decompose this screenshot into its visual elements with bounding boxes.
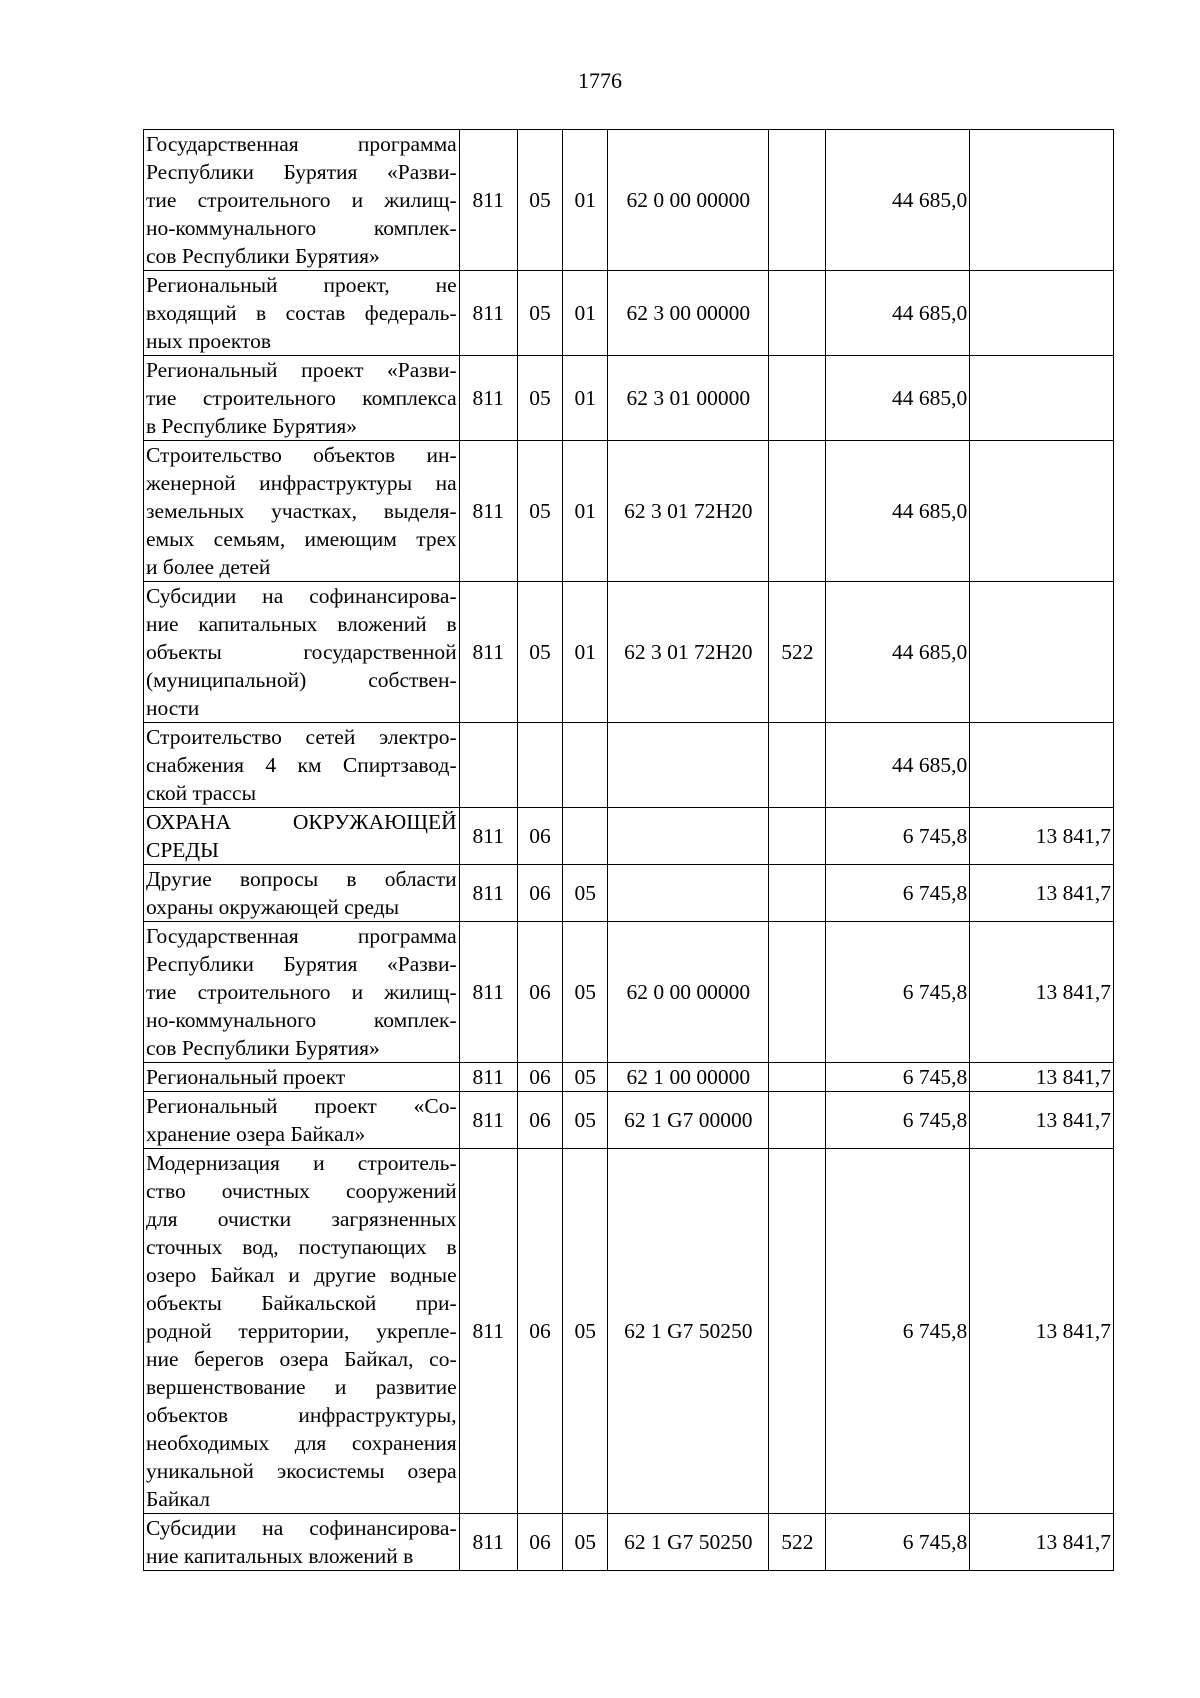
amount-year1-cell: 6 745,8	[826, 1514, 970, 1571]
grbs-cell: 811	[459, 922, 517, 1063]
subsection-cell: 05	[563, 865, 608, 922]
expense-type-cell	[769, 1092, 826, 1149]
expense-type-cell	[769, 1063, 826, 1092]
item-name-line: (муниципальной) собствен-	[146, 668, 457, 692]
table-row	[144, 271, 1114, 356]
amount-year2-cell: 13 841,7	[970, 922, 1114, 1063]
item-name-line: входящий в состав федераль-	[146, 301, 457, 325]
item-name-line: Модернизация и строитель-	[146, 1151, 457, 1175]
item-name-line: озеро Байкал и другие водные	[146, 1263, 457, 1287]
section-cell: 05	[517, 356, 562, 441]
item-name-line: родной территории, укрепле-	[146, 1319, 457, 1343]
amount-year2-cell	[970, 130, 1114, 271]
expense-type-cell	[769, 922, 826, 1063]
item-name-cell	[144, 922, 460, 1063]
grbs-cell: 811	[459, 271, 517, 356]
amount-year2-cell	[970, 441, 1114, 582]
item-name-line: Государственная программа	[146, 132, 457, 156]
amount-year1-cell: 6 745,8	[826, 808, 970, 865]
amount-year1-cell: 44 685,0	[826, 723, 970, 808]
section-cell: 06	[517, 1063, 562, 1092]
expense-type-cell	[769, 130, 826, 271]
expense-type-cell	[769, 808, 826, 865]
item-name-line: объекты Байкальской при-	[146, 1291, 457, 1315]
subsection-cell: 01	[563, 356, 608, 441]
item-name-line: объекты государственной	[146, 640, 457, 664]
amount-year2-cell	[970, 582, 1114, 723]
amount-year1-cell: 6 745,8	[826, 1092, 970, 1149]
target-article-cell	[608, 808, 769, 865]
page-number: 1776	[578, 68, 622, 93]
item-name-line: ние берегов озера Байкал, со-	[146, 1347, 457, 1371]
item-name-line: охраны окружающей среды	[146, 895, 400, 919]
target-article-cell: 62 1 G7 50250	[608, 1514, 769, 1571]
target-article-cell: 62 1 00 00000	[608, 1063, 769, 1092]
subsection-cell	[563, 808, 608, 865]
amount-year1-cell: 44 685,0	[826, 582, 970, 723]
section-cell: 05	[517, 441, 562, 582]
item-name-line: Другие вопросы в области	[146, 867, 457, 891]
section-cell: 06	[517, 865, 562, 922]
section-cell: 06	[517, 922, 562, 1063]
item-name-line: необходимых для сохранения	[146, 1431, 457, 1455]
table-row	[144, 441, 1114, 582]
target-article-cell: 62 3 01 72Н20	[608, 582, 769, 723]
item-name-line: тие строительного и жилищ-	[146, 980, 457, 1004]
expense-type-cell	[769, 441, 826, 582]
grbs-cell: 811	[459, 356, 517, 441]
subsection-cell: 01	[563, 130, 608, 271]
expense-type-cell	[769, 1149, 826, 1514]
subsection-cell: 05	[563, 922, 608, 1063]
item-name-line: ской трассы	[146, 781, 257, 805]
grbs-cell: 811	[459, 441, 517, 582]
section-cell: 06	[517, 1149, 562, 1514]
table-row	[144, 865, 1114, 922]
item-name-line: тие строительного и жилищ-	[146, 188, 457, 212]
item-name-line: Строительство объектов ин-	[146, 443, 457, 467]
item-name-cell	[144, 130, 460, 271]
amount-year2-cell: 13 841,7	[970, 1063, 1114, 1092]
subsection-cell: 05	[563, 1092, 608, 1149]
item-name-cell	[144, 1063, 460, 1092]
grbs-cell: 811	[459, 1149, 517, 1514]
amount-year2-cell: 13 841,7	[970, 865, 1114, 922]
grbs-cell: 811	[459, 1063, 517, 1092]
target-article-cell	[608, 723, 769, 808]
item-name-line: Региональный проект «Разви-	[146, 358, 457, 382]
amount-year2-cell: 13 841,7	[970, 808, 1114, 865]
item-name-line: уникальной экосистемы озера	[146, 1459, 457, 1483]
item-name-line: сов Республики Бурятия»	[146, 244, 380, 268]
target-article-cell: 62 1 G7 50250	[608, 1149, 769, 1514]
item-name-line: женерной инфраструктуры на	[146, 471, 457, 495]
target-article-cell: 62 3 00 00000	[608, 271, 769, 356]
subsection-cell: 01	[563, 441, 608, 582]
target-article-cell	[608, 865, 769, 922]
grbs-cell	[459, 723, 517, 808]
target-article-cell: 62 0 00 00000	[608, 922, 769, 1063]
amount-year1-cell: 6 745,8	[826, 865, 970, 922]
section-cell: 06	[517, 1514, 562, 1571]
amount-year2-cell	[970, 356, 1114, 441]
expense-type-cell	[769, 865, 826, 922]
amount-year2-cell: 13 841,7	[970, 1149, 1114, 1514]
item-name-cell	[144, 441, 460, 582]
amount-year1-cell: 44 685,0	[826, 441, 970, 582]
item-name-line: вершенствование и развитие	[146, 1375, 457, 1399]
item-name-line: сточных вод, поступающих в	[146, 1235, 457, 1259]
item-name-line: Республики Бурятия «Разви-	[146, 952, 457, 976]
grbs-cell: 811	[459, 582, 517, 723]
item-name-cell	[144, 271, 460, 356]
item-name-line: Байкал	[146, 1487, 210, 1511]
expense-type-cell	[769, 271, 826, 356]
section-cell: 05	[517, 271, 562, 356]
expense-type-cell: 522	[769, 1514, 826, 1571]
section-cell	[517, 723, 562, 808]
item-name-line: Республики Бурятия «Разви-	[146, 160, 457, 184]
item-name-line: Региональный проект «Со-	[146, 1094, 457, 1118]
amount-year1-cell: 6 745,8	[826, 1149, 970, 1514]
item-name-cell	[144, 582, 460, 723]
item-name-cell	[144, 723, 460, 808]
item-name-line: но-коммунального комплек-	[146, 1008, 457, 1032]
table-row	[144, 1514, 1114, 1571]
subsection-cell	[563, 723, 608, 808]
item-name-line: но-коммунального комплек-	[146, 216, 457, 240]
table-row	[144, 1092, 1114, 1149]
amount-year2-cell: 13 841,7	[970, 1092, 1114, 1149]
grbs-cell: 811	[459, 1092, 517, 1149]
subsection-cell: 01	[563, 582, 608, 723]
item-name-cell	[144, 1514, 460, 1571]
target-article-cell: 62 1 G7 00000	[608, 1092, 769, 1149]
expense-type-cell	[769, 356, 826, 441]
item-name-cell	[144, 1092, 460, 1149]
table-body	[144, 130, 1114, 1571]
section-cell: 05	[517, 130, 562, 271]
item-name-line: ности	[146, 696, 200, 720]
item-name-line: ние капитальных вложений в	[146, 1544, 414, 1568]
amount-year2-cell: 13 841,7	[970, 1514, 1114, 1571]
grbs-cell: 811	[459, 865, 517, 922]
item-name-line: СРЕДЫ	[146, 838, 219, 862]
item-name-cell	[144, 865, 460, 922]
grbs-cell: 811	[459, 130, 517, 271]
expense-type-cell	[769, 723, 826, 808]
amount-year1-cell: 44 685,0	[826, 130, 970, 271]
item-name-line: земельных участках, выделя-	[146, 499, 457, 523]
item-name-line: ние капитальных вложений в	[146, 612, 457, 636]
section-cell: 05	[517, 582, 562, 723]
grbs-cell: 811	[459, 1514, 517, 1571]
section-cell: 06	[517, 1092, 562, 1149]
item-name-line: Субсидии на софинансирова-	[146, 1516, 457, 1540]
table-row	[144, 922, 1114, 1063]
target-article-cell: 62 0 00 00000	[608, 130, 769, 271]
grbs-cell: 811	[459, 808, 517, 865]
table-row	[144, 582, 1114, 723]
item-name-cell	[144, 356, 460, 441]
item-name-line: снабжения 4 км Спиртзавод-	[146, 753, 457, 777]
item-name-cell	[144, 1149, 460, 1514]
item-name-line: Региональный проект, не	[146, 273, 457, 297]
amount-year1-cell: 44 685,0	[826, 271, 970, 356]
subsection-cell: 05	[563, 1149, 608, 1514]
subsection-cell: 05	[563, 1063, 608, 1092]
table-row	[144, 130, 1114, 271]
section-cell: 06	[517, 808, 562, 865]
amount-year1-cell: 6 745,8	[826, 1063, 970, 1092]
subsection-cell: 01	[563, 271, 608, 356]
item-name-line: ство очистных сооружений	[146, 1179, 457, 1203]
table-row	[144, 356, 1114, 441]
table-row	[144, 1063, 1114, 1092]
item-name-line: в Республике Бурятия»	[146, 414, 358, 438]
amount-year1-cell: 44 685,0	[826, 356, 970, 441]
target-article-cell: 62 3 01 00000	[608, 356, 769, 441]
item-name-line: ных проектов	[146, 329, 272, 353]
budget-table	[143, 129, 1114, 1571]
item-name-line: тие строительного комплекса	[146, 386, 457, 410]
item-name-line: емых семьям, имеющим трех	[146, 527, 457, 551]
amount-year2-cell	[970, 271, 1114, 356]
item-name-line: Региональный проект	[146, 1065, 346, 1089]
amount-year1-cell: 6 745,8	[826, 922, 970, 1063]
item-name-line: Субсидии на софинансирова-	[146, 584, 457, 608]
item-name-line: Государственная программа	[146, 924, 457, 948]
table-row	[144, 1149, 1114, 1514]
item-name-line: Строительство сетей электро-	[146, 725, 457, 749]
target-article-cell: 62 3 01 72Н20	[608, 441, 769, 582]
item-name-line: для очистки загрязненных	[146, 1207, 457, 1231]
item-name-line: объектов инфраструктуры,	[146, 1403, 457, 1427]
item-name-line: ОХРАНА ОКРУЖАЮЩЕЙ	[146, 810, 457, 834]
amount-year2-cell	[970, 723, 1114, 808]
expense-type-cell: 522	[769, 582, 826, 723]
table-row	[144, 723, 1114, 808]
item-name-cell	[144, 808, 460, 865]
item-name-line: сов Республики Бурятия»	[146, 1036, 380, 1060]
item-name-line: хранение озера Байкал»	[146, 1122, 366, 1146]
table-row	[144, 808, 1114, 865]
item-name-line: и более детей	[146, 555, 271, 579]
subsection-cell: 05	[563, 1514, 608, 1571]
